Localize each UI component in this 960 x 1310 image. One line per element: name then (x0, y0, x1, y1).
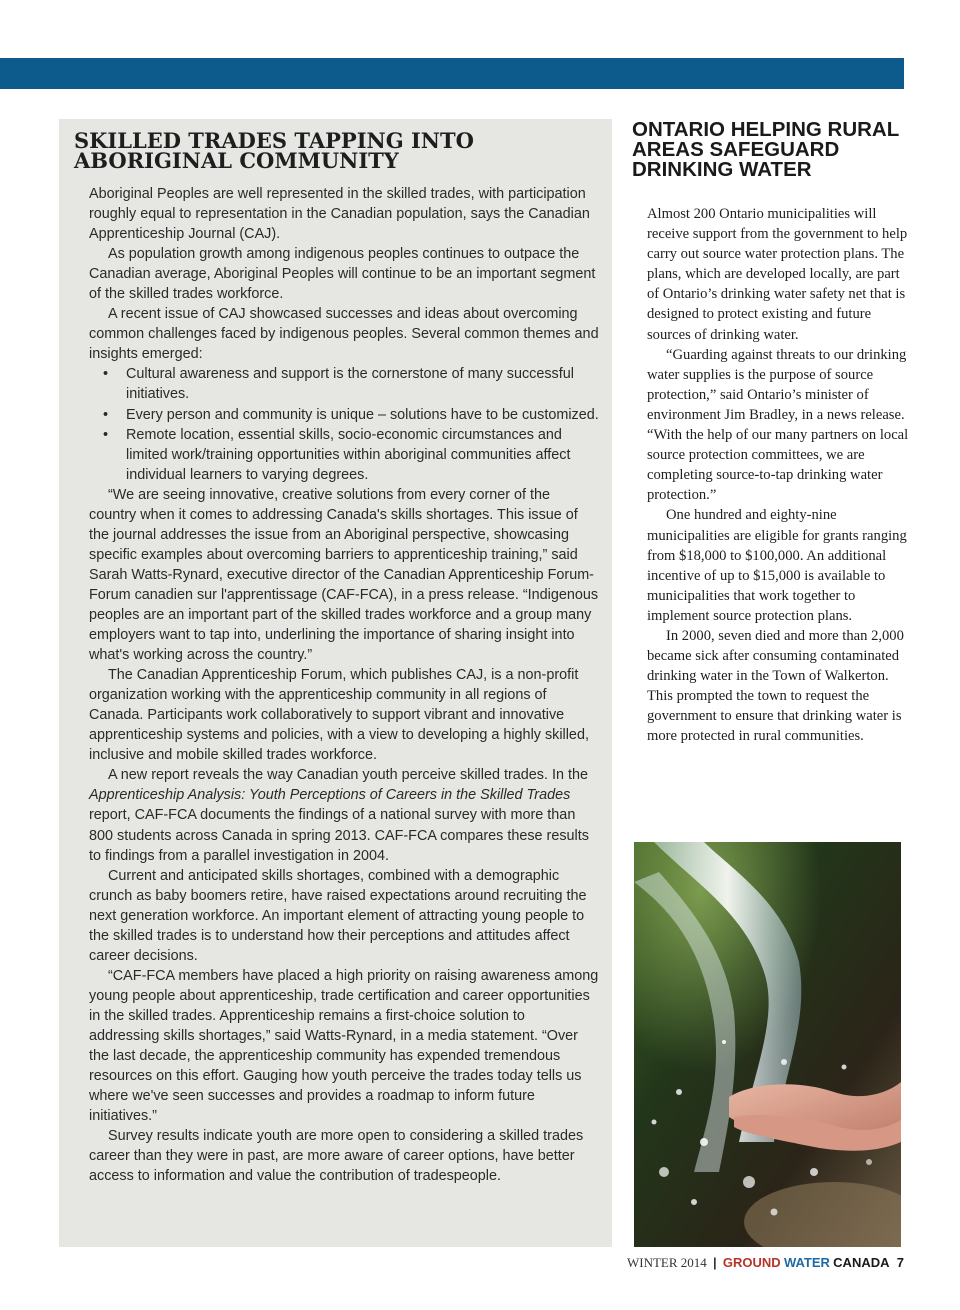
page-number: 7 (896, 1255, 904, 1270)
left-paragraph (89, 765, 599, 865)
left-paragraph: Aboriginal Peoples are well represented in the skilled trades, with participation roughly equal to representation in the Canadian population, says the Canadian Apprenticeship Journal (CAJ). (89, 186, 590, 243)
left-article-title: SKILLED TRADES TAPPING INTO ABORIGINAL COMMUNITY (74, 128, 474, 173)
right-article-title: ONTARIO HELPING RURAL AREAS SAFEGUARD DRINKING WATER (632, 118, 899, 182)
paragraph-text: A new report reveals the way Canadian youth perceive skilled trades. In the (108, 767, 588, 784)
right-paragraph: “Guarding against threats to our drinking water supplies is the purpose of source protection,” said Ontario’s minister of environment Jim Bradley, in a news release. “With the help of our many partners on local source protection committees, we are completing source-to-tap drinking water protection.” (647, 346, 909, 504)
magazine-name-canada: CANADA (833, 1255, 890, 1270)
list-item: • Remote location, essential skills, socio-economic circumstances and limited work/training opportunities within aboriginal communities affect individual learners to varying degrees. (126, 425, 599, 485)
footer-separator: | (713, 1255, 717, 1270)
left-paragraph: Survey results indicate youth are more open to considering a skilled trades career than they were in past, are more aware of career options, have better access to information and value the contribution of tradespeople. (89, 1128, 584, 1185)
water-hands-photo (634, 842, 901, 1247)
left-paragraph: “We are seeing innovative, creative solutions from every corner of the country when it comes to addressing Canada's skills shortages. This issue of the journal addresses the issue from an Aboriginal perspective, showcasing specific examples about overcoming barriers to apprenticeship training,” said Sarah Watts-Rynard, executive director of the Canadian Apprenticeship Forum-Forum canadien sur l'apprentissage (CAF-FCA), in a press release. “Indigenous peoples are an important part of the skilled trades workforce and a group many employers want to tap into, underlining the importance of sharing insight into what's working across the country.” (89, 486, 599, 664)
left-article-body (89, 184, 599, 1186)
left-paragraph: A recent issue of CAJ showcased successes and ideas about overcoming common challenges faced by indigenous peoples. Several common themes and insights emerged: (89, 306, 599, 363)
left-paragraph: Current and anticipated skills shortages, combined with a demographic crunch as baby boomers retire, have raised expectations around recruiting the next generation workforce. An important element of attracting young people to the skilled trades is to understand how their perceptions and attitudes affect career decisions. (89, 867, 587, 964)
right-paragraph: In 2000, seven died and more than 2,000 became sick after consuming contaminated drinking water in the Town of Walkerton. This prompted the town to request the government to ensure that drinking water is more protected in rural communities. (647, 627, 904, 745)
header-color-band (0, 58, 904, 89)
list-item: • Cultural awareness and support is the cornerstone of many successful initiatives. (126, 364, 599, 404)
magazine-name-ground: GROUND (722, 1255, 781, 1270)
left-paragraph: The Canadian Apprenticeship Forum, which publishes CAJ, is a non-profit organization working with the apprenticeship community in all regions of Canada. Participants work collaboratively to support vibrant and innovative apprenticeship systems and policies, with a view to developing a highly skilled, inclusive and mobile skilled trades workforce. (89, 667, 589, 764)
left-paragraph: As population growth among indigenous peoples continues to outpace the Canadian average, Aboriginal Peoples will continue to be an important segment of the skilled trades workforce. (89, 246, 596, 303)
paragraph-text: report, CAF-FCA documents the findings of a national survey with more than 800 students across Canada in spring 2013. CAF-FCA compares these results to findings from a parallel investigation in 2004. (89, 807, 589, 864)
themes-list (89, 364, 599, 484)
right-article-body (647, 204, 909, 747)
left-paragraph: “CAF-FCA members have placed a high priority on raising awareness among young people about apprenticeship, trade certification and career opportunities in the skilled trades. Apprenticeship remains a first-choice solution to addressing skills shortages,” said Watts-Rynard, in a media statement. “Over the last decade, the apprenticeship community has expended tremendous resources on this effort. Gauging how youth perceive the trades today tells us where we've seen successes and provides a roadmap to inform future initiatives.” (89, 967, 599, 1125)
report-title: Apprenticeship Analysis: Youth Perceptions of Careers in the Skilled Trades (89, 787, 571, 804)
right-paragraph: One hundred and eighty-nine municipalities are eligible for grants ranging from $18,000 to $100,000. An additional incentive of up to $15,000 is available to municipalities that work together to implement source protection plans. (647, 507, 907, 624)
right-paragraph: Almost 200 Ontario municipalities will receive support from the government to help carry out source water protection plans. The plans, which are developed locally, are part of Ontario’s drinking water safety net that is designed to protect existing and future sources of drinking water. (647, 206, 908, 343)
magazine-name-water: WATER (783, 1255, 830, 1270)
list-item: • Every person and community is unique – solutions have to be customized. (126, 405, 599, 425)
page-footer (627, 1255, 904, 1271)
issue-date: WINTER 2014 (626, 1255, 707, 1270)
